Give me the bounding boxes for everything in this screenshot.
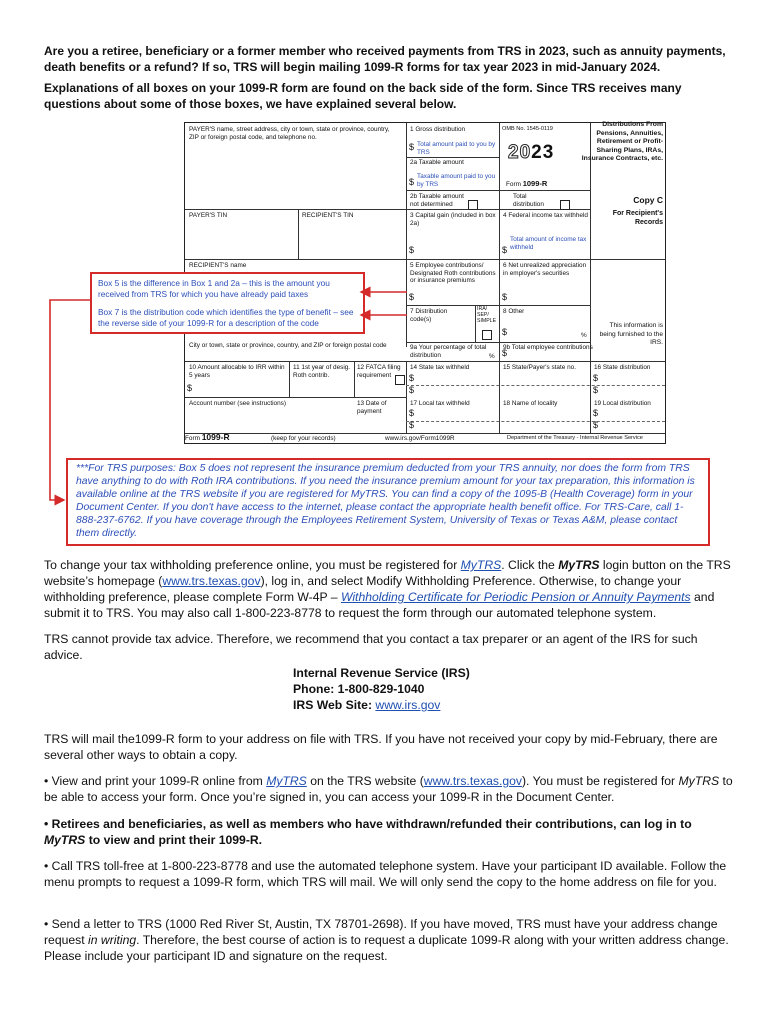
form-title: Distributions From Pensions, Annuities, Retirement or Profit-Sharing Plans, IRAs, Insurance Contracts, etc. xyxy=(581,121,663,162)
box5-label: 5 Employee contributions/ Designated Roth contributions or insurance premiums xyxy=(410,262,496,284)
box16-label: 16 State distribution xyxy=(594,364,651,371)
box2a-note: Taxable amount paid to you by TRS xyxy=(417,173,496,188)
box7-label: 7 Distribution code(s) xyxy=(410,308,448,323)
box2b-label: 2b Taxable amount not determined xyxy=(410,193,464,208)
form-1099r: PAYER'S name, street address, city or town, state or province, country, ZIP or foreign postal code, and telephone no. 1 Gross distribution $ Total amount paid to you by TRS OMB No. 1545-0119 2023 Form 1099-R Distributions From Pensions, Annuities, Retirement or Profit-Sharing Plans, IRAs, Insurance Contracts, etc. 2a Taxable amount Taxable amount paid to you by TRS $ 2b Taxable amount not determined Total distribution Copy C For Recipient's Records PAYER'S TIN RECIPIENT'S TIN 3 Capital gain (included in box 2a) $ 4 Federal income tax withheld Total amount of income tax withheld $ RECIPIENT'S name 5 Employee contributions/ Designated Roth contributions or insurance premiums $ 6 Net unrealized appreciation in employer's securities $ 7 Distribution code(s) IRA/ SEP/ SIMPLE 8 Other $ % This information is being furnished to the IRS. City or town, state or province, country, and ZIP or foreign postal code 9a Your percentage of total distribution % 9b Total employee contributions $ 10 Amount allocable to IRR within 5 years $ 11 1st year of desig. Roth contrib. 12 FATCA filing requirement 14 State tax withheld $ $ 15 State/Payer's state no. 16 State distribution $ $ Account number (see instructions) 13 Date of payment 17 Local tax withheld $ $ 18 Name of locality 19 Local distribution $ $ Form 1099-R (keep for your records) www.irs.gov/Form1099R Department of the Treasury - Internal Revenue Service xyxy=(184,122,666,444)
w4p-form-link[interactable]: Withholding Certificate for Periodic Pension or Annuity Payments xyxy=(340,590,691,604)
mytrs-emphasis: MyTRS xyxy=(558,558,600,572)
box15-label: 15 State/Payer's state no. xyxy=(503,364,576,371)
form-word: Form 1099-R xyxy=(506,179,548,188)
box5-callout-text: Box 5 is the difference in Box 1 and 2a – this is the amount you received from TRS for which you have already paid taxes xyxy=(98,278,330,299)
irs-contact-block xyxy=(293,665,470,713)
box8-label: 8 Other xyxy=(503,308,525,315)
total-distribution-label: Total distribution xyxy=(513,193,544,208)
irs-name: Internal Revenue Service (IRS) xyxy=(293,666,470,680)
omb-number: OMB No. 1545-0119 xyxy=(502,126,553,132)
intro-paragraph-1: Are you a retiree, beneficiary or a former member who received payments from TRS in 2023, such as annuity payments, death benefits or a refund? If so, TRS will begin mailing 1099-R forms for tax year 2023 in mid-January 2024. xyxy=(44,44,726,74)
bullet-view-online: • View and print your 1099-R online from MyTRS on the TRS website (www.trs.texas.gov). You must be registered for MyTRS to be able to access your form. Once you’re signed in, you can access your 1099-R in the Document Center. xyxy=(44,774,733,804)
trs-purposes-text: ***For TRS purposes: Box 5 does not represent the insurance premium deducted from your TRS annuity, nor does the form from TRS have anything to do with Roth IRA contributions. If you need the insurance premium amount for your tax preparation, this information is available online at the TRS website if you are registered for MyTRS. You can find a copy of the 1095-B (Health Coverage) form in your Document Center. If you don't have access to the internet, please contact the appropriate health benefit office. For TRS-Care, call 1-888-237-6762. If you have coverage through the Employees Retirement System, University of Texas or Texas A&M, please contact them directly. xyxy=(76,463,695,539)
bullet-trs-site-link[interactable]: www.trs.texas.gov xyxy=(423,774,522,788)
tax-advice-paragraph: TRS cannot provide tax advice. Therefore, we recommend that you contact a tax preparer or an agent of the IRS for such advice. xyxy=(44,632,698,662)
box2a-label: 2a Taxable amount xyxy=(410,159,464,166)
box9b-label: 9b Total employee contributions xyxy=(503,344,593,351)
irs-website: IRS Web Site: www.irs.gov xyxy=(293,698,441,712)
bullet-mytrs-link[interactable]: MyTRS xyxy=(266,774,307,788)
recipient-name: RECIPIENT'S name xyxy=(189,262,247,269)
box3-label: 3 Capital gain (included in box 2a) xyxy=(410,212,496,227)
city-label: City or town, state or province, country, and ZIP or foreign postal code xyxy=(189,342,387,349)
account-number-label: Account number (see instructions) xyxy=(189,400,286,407)
irs-form-url: www.irs.gov/Form1099R xyxy=(385,435,455,442)
tax-year-prefix: 20 xyxy=(508,142,532,163)
box1-label: 1 Gross distribution xyxy=(410,126,466,133)
box4-label: 4 Federal income tax withheld xyxy=(503,212,588,219)
trs-purposes-note xyxy=(66,458,710,546)
box11-label: 11 1st year of desig. Roth contrib. xyxy=(293,364,351,379)
payer-name-label: PAYER'S name, street address, city or town, state or province, country, ZIP or foreign postal code, and telephone no. xyxy=(189,126,390,141)
treasury-label: Department of the Treasury - Internal Revenue Service xyxy=(507,435,643,441)
box14-label: 14 State tax withheld xyxy=(410,364,470,371)
tax-year-suffix: 23 xyxy=(531,142,555,163)
mytrs-link[interactable]: MyTRS xyxy=(460,558,502,572)
box10-label: 10 Amount allocable to IRR within 5 years xyxy=(189,364,285,379)
box7-callout-text: Box 7 is the distribution code which identifies the type of benefit – see the reverse side of your 1099-R for a description of the code xyxy=(98,307,354,328)
ira-sep-simple: IRA/ SEP/ SIMPLE xyxy=(477,306,497,324)
irs-phone: Phone: 1-800-829-1040 xyxy=(293,682,425,696)
copy-c: Copy C xyxy=(633,195,663,205)
form-footer-name: Form 1099-R xyxy=(185,432,230,442)
box19-label: 19 Local distribution xyxy=(594,400,651,407)
box4-note: Total amount of income tax withheld xyxy=(510,236,587,251)
bullet-login-eligibility: • Retirees and beneficiaries, as well as members who have withdrawn/refunded their contributions, can log in to MyTRS to view and print their 1099-R. xyxy=(44,817,692,847)
payer-tin: PAYER'S TIN xyxy=(189,212,228,219)
bullet-call-trs: • Call TRS toll-free at 1-800-223-8778 and use the automated telephone system. Have your participant ID available. Follow the menu prompts to request a 1099-R form, which TRS will mail. We will only send the copy to the home address on file for you. xyxy=(44,859,727,889)
furnished-to-irs: This information is being furnished to the IRS. xyxy=(599,322,663,346)
intro-paragraph-2: Explanations of all boxes on your 1099-R form are found on the back side of the form. Since TRS receives many questions about some of those boxes, we have explained several below. xyxy=(44,81,682,111)
box13-label: 13 Date of payment xyxy=(357,400,387,415)
irs-website-link[interactable]: www.irs.gov xyxy=(375,698,441,712)
box18-label: 18 Name of locality xyxy=(503,400,558,407)
box1-note: Total amount paid to you by TRS xyxy=(417,141,496,156)
box17-label: 17 Local tax withheld xyxy=(410,400,470,407)
bullet-send-letter: • Send a letter to TRS (1000 Red River St, Austin, TX 78701-2698). If you have moved, TRS must have your address change request in writing. Therefore, the best course of action is to request a duplicate 1099-R along with your written address change. Please include your participant ID and signature on the request. xyxy=(44,917,729,963)
box6-label: 6 Net unrealized appreciation in employer's securities xyxy=(503,262,587,277)
dollar-sign: $ xyxy=(409,142,415,152)
recipient-tin: RECIPIENT'S TIN xyxy=(302,212,354,219)
withholding-paragraph: To change your tax withholding preference online, you must be registered for MyTRS. Click the MyTRS login button on the TRS website’s homepage (www.trs.texas.gov), log in, and select Modify Withholding Preference. Otherwise, to change your withholding preference, please complete Form W-4P – Withholding Certificate for Periodic Pension or Annuity Payments and submit it to TRS. You may also call 1-800-223-8778 to request the form through our automated telephone system. xyxy=(44,558,731,620)
box9a-label: 9a Your percentage of total distribution xyxy=(410,344,487,359)
box12-label: 12 FATCA filing requirement xyxy=(357,364,401,379)
copy-subtitle: For Recipient's Records xyxy=(612,210,663,226)
mail-paragraph: TRS will mail the1099-R form to your address on file with TRS. If you have not received your copy by mid-February, there are several other ways to obtain a copy. xyxy=(44,732,718,762)
trs-website-link[interactable]: www.trs.texas.gov xyxy=(162,574,261,588)
keep-records: (keep for your records) xyxy=(271,435,336,442)
